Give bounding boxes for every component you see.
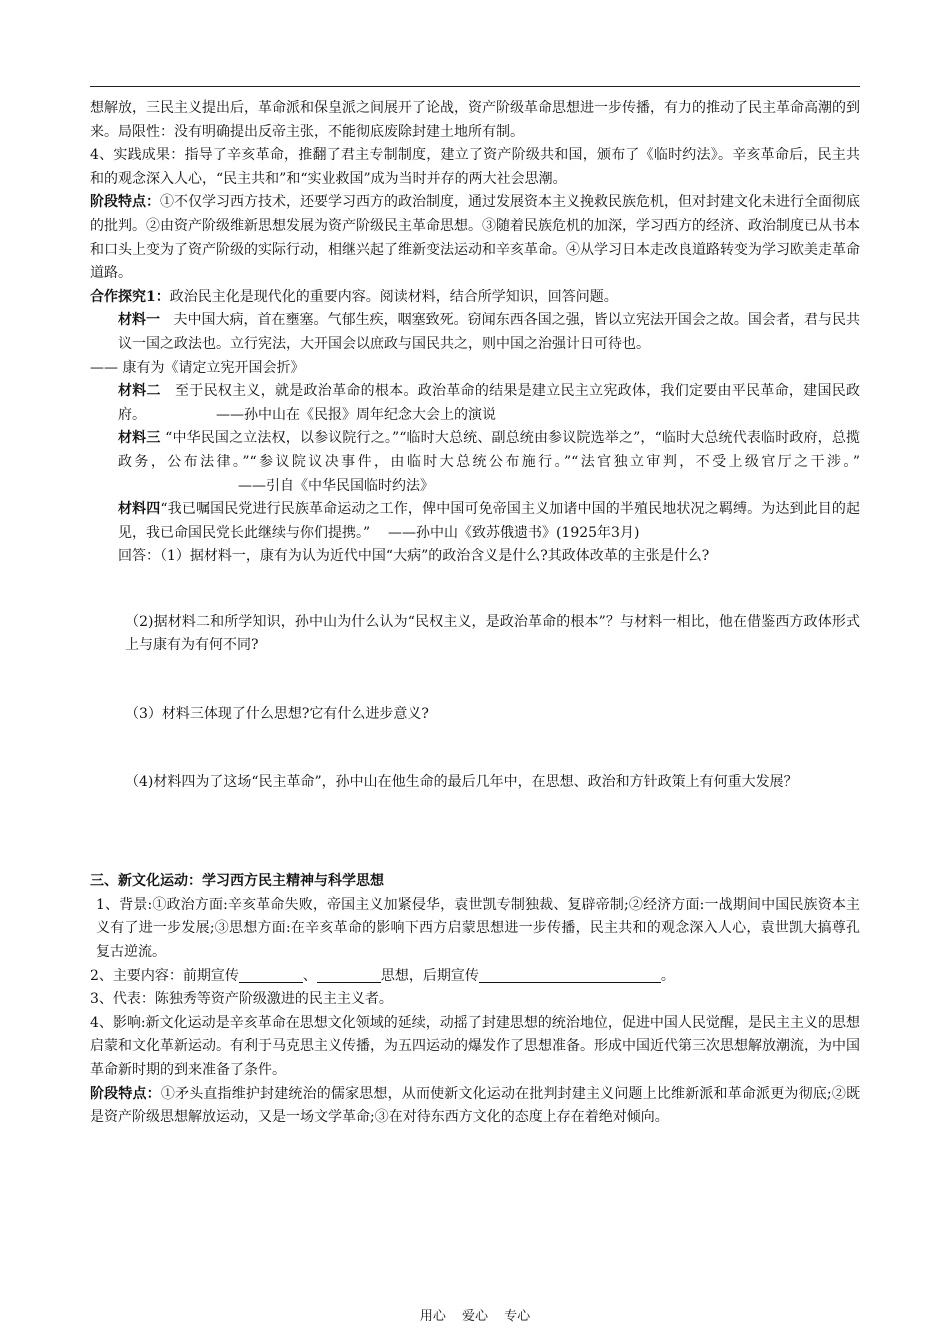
section-3-title: 三、新文化运动：学习西方民主精神与科学思想 xyxy=(90,873,384,890)
stage-text: ①不仅学习西方技术，还要学习西方的政治制度，通过发展资本主义挽救民族危机，但对封建文化未进行全面彻底的批判。②由资产阶级维新思想发展为资产阶级民主革命思想。③随着民族危机的加深，学习西方的经济、政治制度已从书本和口头上变为了资产阶级的实际行动，相继兴起了维新变法运动和辛亥革命。④从学习日本走改良道路转变为学习欧美走革命道路。 xyxy=(90,194,860,282)
paragraph-practice-results: 4、实践成果：指导了辛亥革命，推翻了君主专制制度，建立了资产阶级共和国，颁布了《临时约法》。辛亥革命后，民主共和的观念深入人心，“民主共和”和“实业救国”成为当时并存的两大社会思潮。 xyxy=(90,147,860,187)
answer-space-1[interactable] xyxy=(90,569,860,611)
material-1-text: 夫中国大病，首在壅塞。气郁生疾，咽塞致死。窃闻东西各国之强，皆以立宪法开国会之故。国会者，君与民共议一国之政法也。立行宪法，大开国会以庶政与国民共之，则中国之治强计日可待也。 xyxy=(118,312,861,352)
content-separator: 、 xyxy=(302,967,317,984)
question-2: （2)据材料二和所学知识，孙中山为什么认为“民权主义，是政治革命的根本”？与材料一相比，他在借鉴西方政体形式上与康有为有何不同? xyxy=(125,613,860,654)
stage-features-1 xyxy=(90,191,860,285)
material-4-text: “我已嘱国民党进行民族革命运动之工作，俾中国可免帝国主义加诸中国的半殖民地状况之羁缚。为达到此目的起见，我已命国民党长此继续与你们提携。” xyxy=(118,501,861,541)
content-end: 。 xyxy=(660,967,675,984)
fill-blank-3[interactable] xyxy=(479,966,661,983)
fill-blank-2[interactable] xyxy=(317,966,381,983)
document-body xyxy=(90,97,860,1130)
stage-label-3: 阶段特点： xyxy=(90,1085,161,1102)
material-1 xyxy=(90,309,860,356)
section-3-background: 1、背景:①政治方面:辛亥革命失败，帝国主义加紧侵华，袁世凯专制独裁、复辟帝制;②经济方面:一战期间中国民族资本主义有了进一步发展;③思想方面:在辛亥革命的影响下西方启蒙思想进一步传播，民主共和的观念深入人心，袁世凯大搞尊孔复古逆流。 xyxy=(96,896,860,961)
footer-word-2: 爱心 xyxy=(461,1309,488,1324)
material-2-label: 材料二 xyxy=(118,383,161,400)
question-4: （4)材料四为了这场“民主革命”，孙中山在他生命的最后几年中，在思想、政治和方针政策上有何重大发展？ xyxy=(125,773,798,790)
material-3 xyxy=(90,427,860,498)
footer-word-1: 用心 xyxy=(419,1309,446,1324)
stage-label: 阶段特点： xyxy=(90,194,160,211)
material-1-source: —— 康有为《请定立宪开国会折》 xyxy=(90,359,305,376)
coop-text: 政治民主化是现代化的重要内容。阅读材料，结合所学知识，回答问题。 xyxy=(169,288,618,305)
page-footer xyxy=(0,1305,950,1324)
material-4-source: ——孙中山《致苏俄遗书》(1925年3月) xyxy=(387,524,640,541)
fill-blank-1[interactable] xyxy=(239,966,303,983)
material-2 xyxy=(90,380,860,427)
section-3-impact: 4、影响:新文化运动是辛亥革命在思想文化领域的延续，动摇了封建思想的统治地位，促进中国人民觉醒，是民主主义的思想启蒙和文化革新运动。有利于马克思主义传播，为五四运动的爆发作了思想准备。形成中国近代第三次思想解放潮流，为中国革命新时期的到来准备了条件。 xyxy=(90,1014,860,1078)
answer-space-3[interactable] xyxy=(90,727,860,771)
section-3-representative: 3、代表：陈独秀等资产阶级激进的民主主义者。 xyxy=(90,991,393,1008)
material-1-label: 材料一 xyxy=(118,312,161,329)
stage-text-3: ①矛头直指维护封建统治的儒家思想，从而使新文化运动在批判封建主义问题上比维新派和革命派更为彻底;②既是资产阶级思想解放运动，又是一场文学革命;③在对待东西方文化的态度上存在着绝对倾向。 xyxy=(90,1085,860,1126)
question-1: 回答：（1）据材料一，康有为认为近代中国“大病”的政治含义是什么?其政体改革的主张是什么? xyxy=(118,548,710,565)
content-prefix: 2、主要内容：前期宣传 xyxy=(90,967,239,984)
content-middle: 思想，后期宣传 xyxy=(380,967,479,984)
paragraph-liberation: 想解放，三民主义提出后，革命派和保皇派之间展开了论战，资产阶级革命思想进一步传播，有力的推动了民主革命高潮的到来。局限性：没有明确提出反帝主张，不能彻底废除封建土地所有制。 xyxy=(90,100,860,140)
coop-label: 合作探究1： xyxy=(90,288,170,305)
question-3: （3）材料三体现了什么思想?它有什么进步意义? xyxy=(125,706,429,723)
material-3-source: ——引自《中华民国临时约法》 xyxy=(238,477,434,494)
material-2-text: 至于民权主义，就是政治革命的根本。政治革命的结果是建立民主立宪政体，我们定要由平民革命，建国民政府。 xyxy=(118,383,861,423)
material-3-text: “中华民国之立法权，以参议院行之。”“临时大总统、副总统由参议院选举之”，“临时大总统代表临时政府，总揽政务，公布法律。”“参议院议决事件，由临时大总统公布施行。”“法官独立审判，不受上级官厅之干涉。” xyxy=(118,430,861,470)
section-3-main-content xyxy=(90,965,860,989)
material-4 xyxy=(90,498,860,545)
material-2-source: ——孙中山在《民报》周年纪念大会上的演说 xyxy=(216,406,496,423)
material-3-label: 材料三 xyxy=(118,430,161,447)
answer-space-2[interactable] xyxy=(90,658,860,703)
cooperative-inquiry xyxy=(90,286,860,310)
section-3-stage-features xyxy=(90,1083,860,1130)
material-4-label: 材料四 xyxy=(118,501,161,518)
answer-space-4[interactable] xyxy=(90,794,860,870)
header-rule xyxy=(90,86,860,87)
footer-word-3: 专心 xyxy=(504,1309,531,1324)
